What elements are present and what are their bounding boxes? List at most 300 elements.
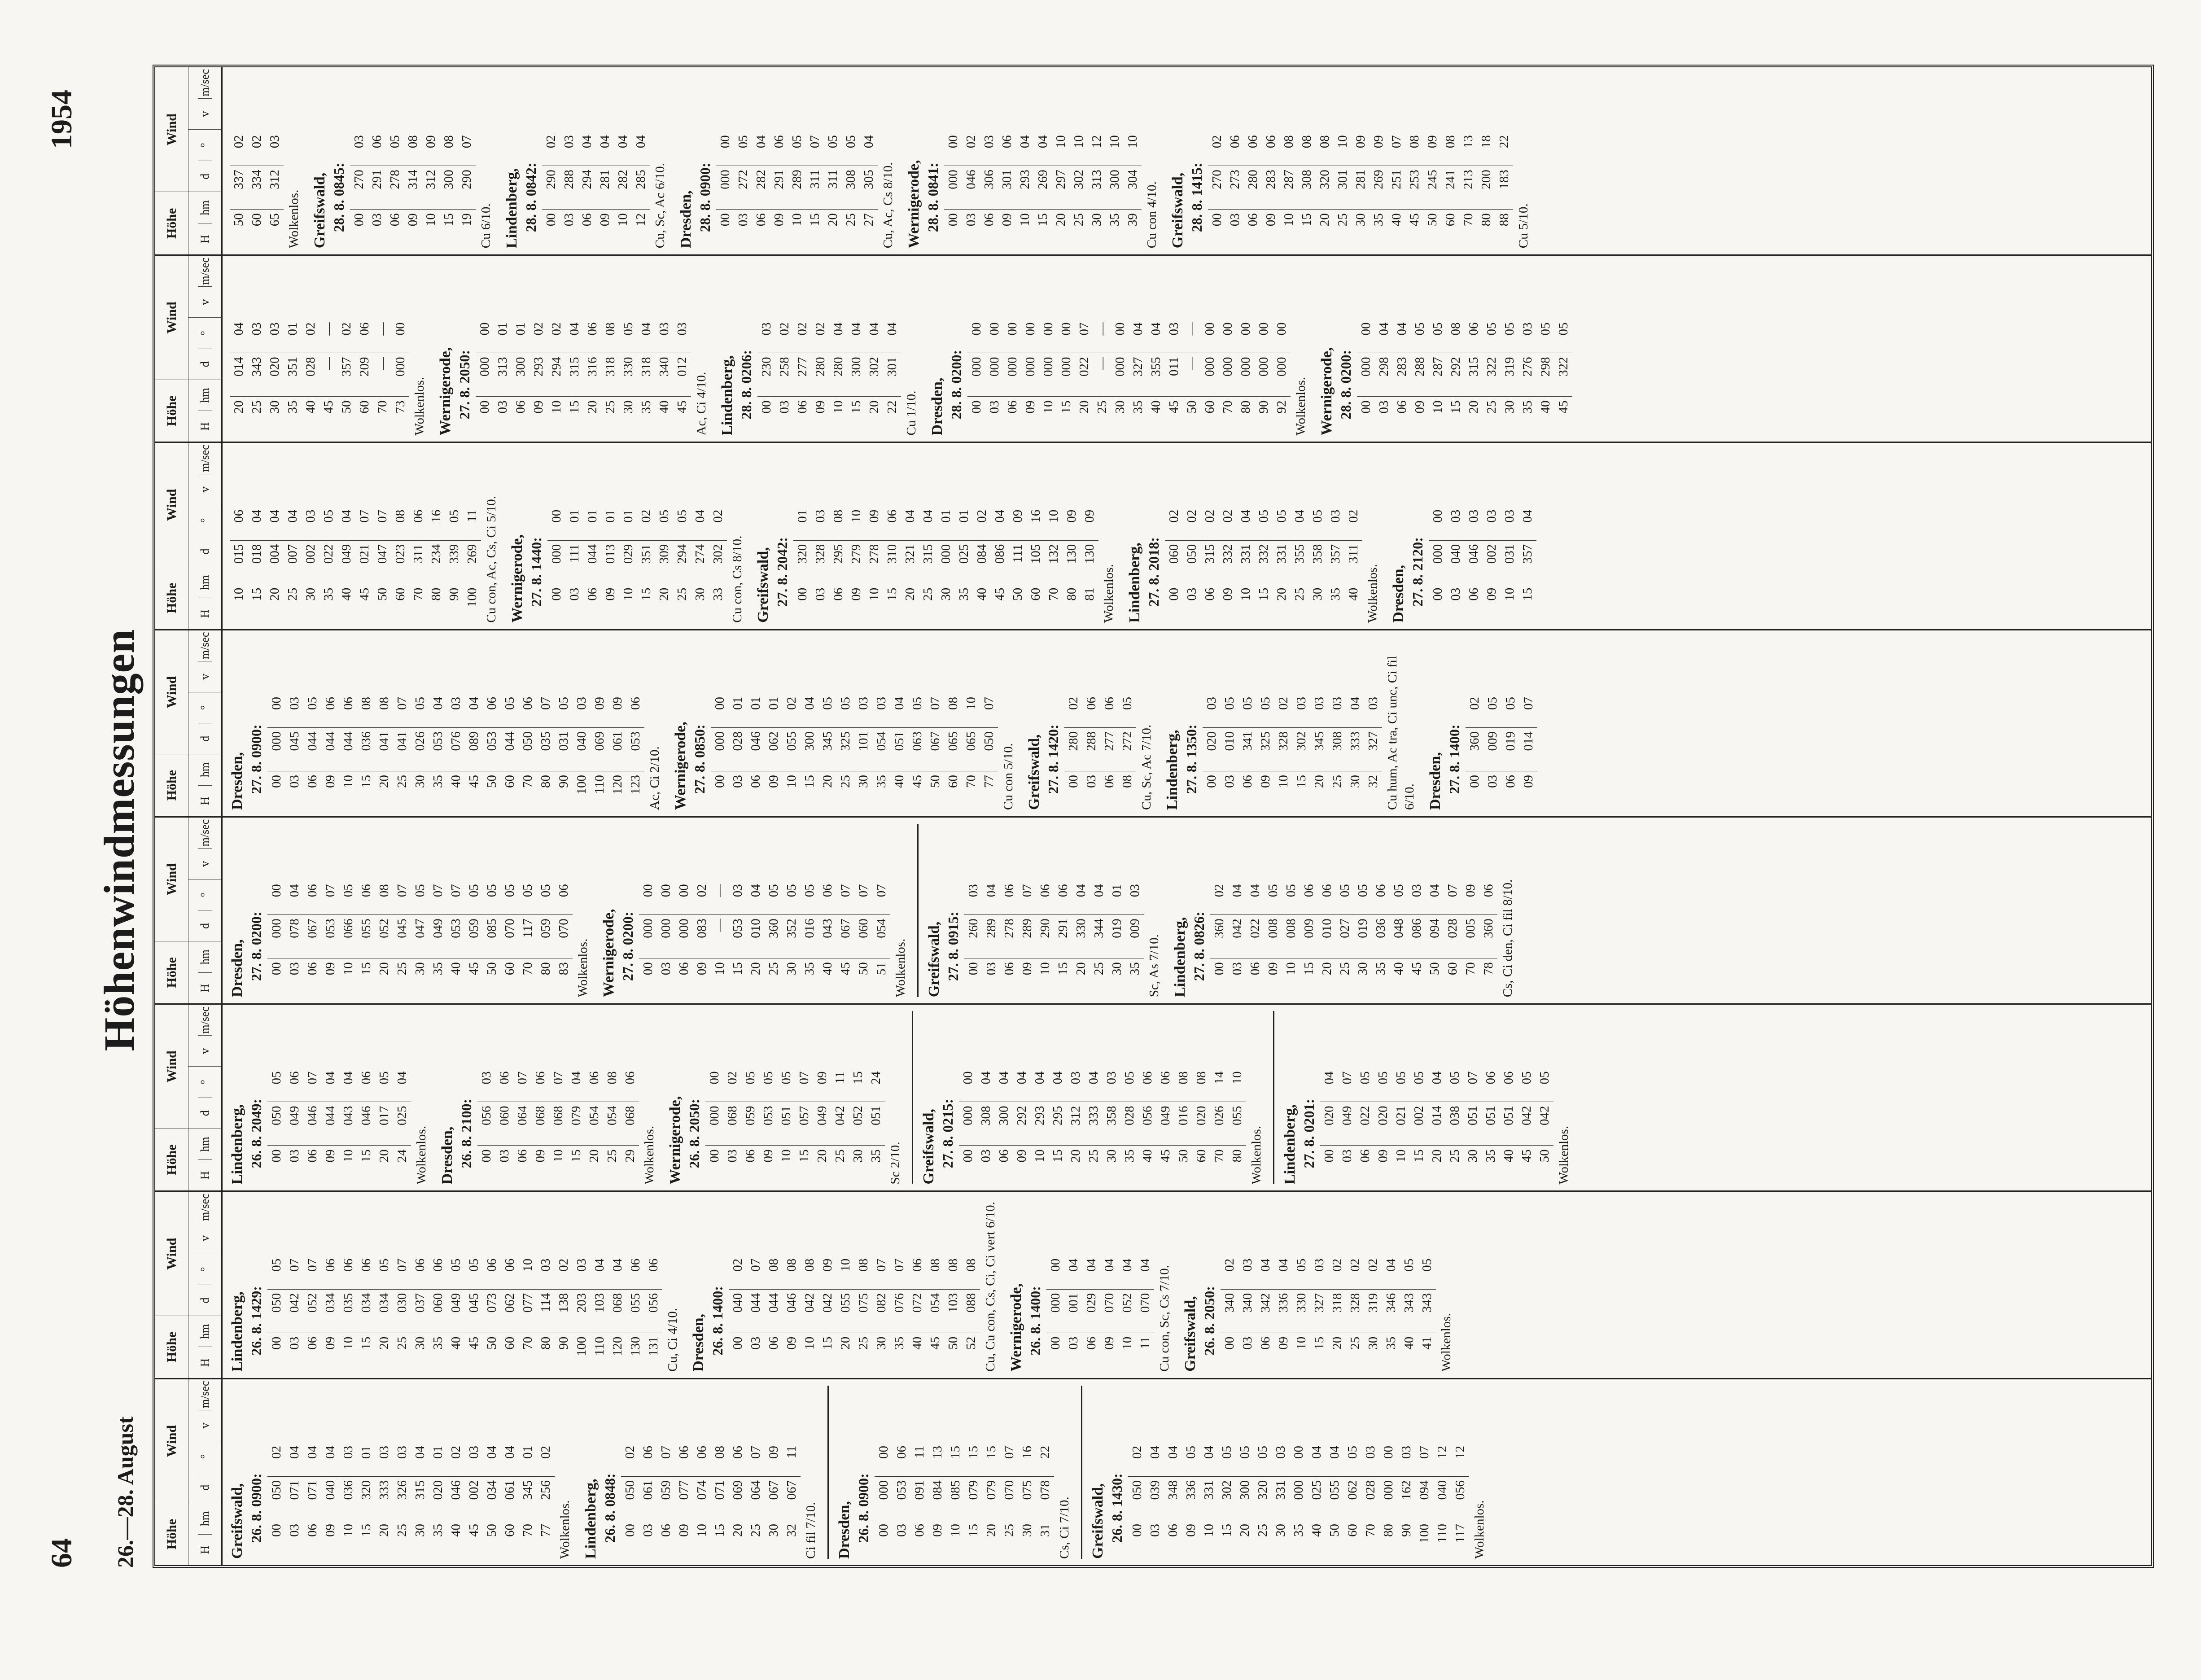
height-cell: 20 — [1318, 958, 1336, 998]
direction-cell: 315 — [1465, 353, 1483, 397]
table-row — [465, 1442, 483, 1559]
speed-cell: 05 — [503, 697, 517, 710]
height-header — [155, 380, 221, 442]
height-cell: 40 — [1500, 1146, 1518, 1185]
cloud-note: Cu, Ac, Cs 8/10. — [881, 162, 895, 249]
height-cell: 30 — [1354, 958, 1372, 998]
direction-cell: 305 — [860, 166, 878, 210]
station-name: Lindenberg, — [582, 1479, 599, 1559]
speed-cell: 04 — [305, 1446, 319, 1459]
direction-cell: 044 — [321, 728, 339, 771]
speed-cell: 07 — [797, 1071, 811, 1085]
direction-cell: 295 — [1049, 1102, 1067, 1146]
direction-cell: 130 — [1063, 540, 1081, 584]
height-cell: 09 — [770, 210, 788, 249]
speed-cell: 06 — [623, 1071, 637, 1085]
speed-cell: 03 — [287, 697, 302, 710]
table-row — [596, 131, 614, 248]
table-row — [946, 1442, 964, 1559]
direction-cell: 272 — [1118, 728, 1136, 771]
table-row — [847, 506, 865, 623]
direction-cell: 111 — [565, 540, 583, 584]
speed-cell: 04 — [1327, 1446, 1342, 1459]
height-cell: 09 — [1374, 1146, 1392, 1185]
direction-cell: 320 — [1254, 1477, 1272, 1520]
cloud-note: Cu 6/10. — [479, 203, 493, 249]
direction-cell: 321 — [901, 540, 919, 584]
direction-cell: 040 — [729, 1289, 747, 1333]
speed-cell: 01 — [495, 322, 510, 336]
direction-cell: 034 — [483, 1477, 501, 1520]
direction-cell: 302 — [1292, 728, 1310, 771]
height-cell: 50 — [1423, 210, 1441, 249]
direction-cell: 055 — [836, 1289, 854, 1333]
height-cell: 45 — [991, 584, 1009, 623]
station-name: Dresden, — [1427, 752, 1444, 810]
height-cell: 10 — [614, 210, 632, 249]
speed-cell: 07 — [856, 884, 871, 897]
direction-cell: 065 — [962, 728, 980, 771]
table-row — [537, 880, 555, 997]
table-row — [1111, 319, 1129, 436]
speed-cell: 08 — [928, 1258, 942, 1272]
table-row — [711, 880, 729, 997]
speed-cell: 03 — [267, 322, 282, 336]
direction-cell: 274 — [691, 540, 709, 584]
table-row — [747, 880, 765, 997]
speed-cell: 02 — [249, 135, 264, 149]
table-row — [1072, 880, 1090, 997]
height-cell: 03 — [495, 1146, 513, 1185]
speed-cell: 09 — [1425, 135, 1440, 149]
table-row — [267, 1255, 285, 1372]
speed-cell: 00 — [1431, 509, 1445, 523]
height-cell: 09 — [596, 210, 614, 249]
table-row — [1103, 1068, 1120, 1185]
table-row — [1483, 506, 1501, 623]
direction-cell: 043 — [339, 1102, 357, 1146]
table-row — [1064, 693, 1082, 810]
table-row — [1310, 1255, 1328, 1372]
table-row — [373, 319, 391, 436]
height-cell: 73 — [391, 397, 409, 436]
speed-cell: 02 — [1346, 509, 1361, 523]
hm-label: hm — [198, 200, 211, 215]
direction-cell: 022 — [1246, 915, 1264, 958]
height-cell: 20 — [1465, 397, 1483, 436]
height-cell: 35 — [637, 397, 655, 436]
speed-cell: 10 — [1335, 135, 1350, 149]
sounding-block — [1181, 1199, 1455, 1372]
direction-cell: 056 — [1138, 1102, 1156, 1146]
speed-cell: 03 — [249, 322, 264, 336]
table-row — [973, 506, 991, 623]
height-cell: 35 — [1326, 584, 1344, 623]
speed-cell: 02 — [1221, 509, 1235, 523]
station-name: Wernigerode, — [906, 160, 922, 249]
height-cell: 12 — [632, 210, 650, 249]
table-row — [1039, 319, 1057, 436]
wind-header-label: Wind — [155, 630, 188, 754]
speed-cell: 08 — [831, 509, 845, 523]
height-cell: 00 — [1046, 1333, 1064, 1372]
speed-cell: 08 — [1300, 135, 1314, 149]
table-row — [1464, 1068, 1482, 1185]
speed-cell: 06 — [287, 1071, 302, 1085]
direction-cell: 079 — [567, 1102, 585, 1146]
speed-cell: 04 — [921, 509, 935, 523]
table-row — [1118, 693, 1136, 810]
table-column — [155, 1378, 2151, 1565]
direction-cell: 076 — [890, 1289, 908, 1333]
table-row — [1218, 1442, 1236, 1559]
table-row — [1120, 1068, 1138, 1185]
speed-cell: 01 — [359, 1446, 373, 1459]
table-row — [375, 1068, 393, 1185]
table-row — [1346, 1255, 1364, 1372]
height-cell: 45 — [319, 397, 337, 436]
table-row — [836, 693, 854, 810]
direction-cell: 312 — [1067, 1102, 1085, 1146]
height-cell: 30 — [1018, 1520, 1036, 1559]
direction-cell: 360 — [765, 915, 783, 958]
speed-cell: 06 — [910, 1258, 924, 1272]
height-cell: 80 — [1237, 397, 1255, 436]
direction-cell: 279 — [847, 540, 865, 584]
column-header — [155, 1005, 223, 1190]
sounding-block — [754, 450, 1117, 623]
column-header — [155, 443, 223, 629]
cloud-note: Cu, Ci 4/10. — [665, 1308, 680, 1372]
cloud-note: Wolkenlos. — [1102, 564, 1116, 623]
height-cell: 10 — [693, 1520, 711, 1559]
speed-cell: 04 — [1036, 135, 1050, 149]
wind-header-label: Wind — [155, 1379, 188, 1503]
direction-cell: 298 — [1375, 353, 1393, 397]
table-row — [483, 880, 501, 997]
height-cell: 39 — [1124, 210, 1142, 249]
table-row — [1027, 506, 1045, 623]
direction-cell: 000 — [476, 353, 494, 397]
height-cell: 10 — [1280, 210, 1298, 249]
direction-cell: 063 — [908, 728, 926, 771]
height-header — [155, 1316, 221, 1378]
cloud-note: Wolkenlos. — [1557, 1125, 1571, 1185]
height-cell: 32 — [1364, 771, 1382, 810]
table-row — [1036, 1442, 1054, 1559]
height-h-label — [188, 1129, 221, 1191]
direction-cell: 330 — [1292, 1289, 1310, 1333]
table-row — [585, 1068, 603, 1185]
height-cell: 10 — [788, 210, 806, 249]
speed-cell: 04 — [598, 135, 612, 149]
height-cell: 45 — [836, 958, 854, 998]
table-row — [285, 1068, 303, 1185]
table-row — [1075, 319, 1093, 436]
direction-cell: 292 — [1013, 1102, 1031, 1146]
speed-cell: 03 — [856, 697, 871, 710]
speed-cell: 04 — [339, 509, 354, 523]
height-cell: 45 — [1156, 1146, 1174, 1185]
table-row — [875, 1442, 893, 1559]
table-row — [266, 131, 284, 248]
direction-cell: 326 — [393, 1477, 411, 1520]
speed-cell: 00 — [961, 1071, 975, 1085]
speed-cell: 07 — [1521, 697, 1536, 710]
direction-cell: 300 — [847, 353, 865, 397]
height-cell: 00 — [1466, 771, 1483, 810]
direction-cell: 019 — [1354, 915, 1372, 958]
height-cell: 35 — [429, 1520, 447, 1559]
height-cell: 00 — [477, 1146, 495, 1185]
table-row — [1045, 506, 1063, 623]
height-cell: 20 — [729, 1520, 747, 1559]
direction-cell: 056 — [477, 1102, 495, 1146]
height-cell: 20 — [375, 1520, 393, 1559]
height-cell: 40 — [447, 771, 465, 810]
height-cell: 45 — [465, 1520, 483, 1559]
table-row — [519, 693, 537, 810]
table-row — [355, 506, 373, 623]
height-h-label — [188, 942, 221, 1004]
page-number: 64 — [45, 1538, 78, 1568]
height-cell: 35 — [1482, 1146, 1500, 1185]
height-cell: 15 — [1255, 584, 1273, 623]
height-cell: 80 — [537, 958, 555, 998]
table-row — [248, 319, 266, 436]
direction-cell: 103 — [591, 1289, 608, 1333]
table-column — [155, 1191, 2151, 1378]
height-cell: 00 — [267, 1146, 285, 1185]
speed-cell: 24 — [869, 1071, 883, 1085]
direction-cell: 064 — [513, 1102, 531, 1146]
direction-cell: 067 — [926, 728, 944, 771]
direction-cell: 060 — [495, 1102, 513, 1146]
speed-cell: 05 — [1238, 1446, 1252, 1459]
table-row — [836, 880, 854, 997]
speed-cell: 06 — [305, 884, 319, 897]
table-row — [1308, 506, 1326, 623]
table-row — [573, 693, 591, 810]
speed-cell: 07 — [1077, 322, 1091, 336]
direction-cell: 034 — [357, 1289, 375, 1333]
table-row — [1397, 1442, 1415, 1559]
speed-cell: 00 — [718, 135, 732, 149]
table-row — [1466, 693, 1483, 810]
table-row — [1219, 506, 1237, 623]
table-row — [483, 693, 501, 810]
table-row — [321, 1442, 339, 1559]
direction-cell: 044 — [765, 1289, 783, 1333]
direction-cell: 339 — [445, 540, 463, 584]
table-row — [967, 319, 985, 436]
direction-cell: 278 — [865, 540, 883, 584]
direction-cell: 101 — [854, 728, 872, 771]
observation-time: 28. 8. 0900: — [697, 162, 713, 232]
speed-cell: 07 — [305, 1258, 319, 1272]
speed-cell: 16 — [1028, 509, 1043, 523]
height-cell: 20 — [1072, 958, 1090, 998]
speed-cell: 15 — [984, 1446, 998, 1459]
height-cell: 90 — [1255, 397, 1273, 436]
table-row — [230, 506, 248, 623]
table-row — [1164, 1442, 1182, 1559]
direction-cell: 069 — [591, 728, 608, 771]
table-row — [463, 506, 481, 623]
speed-cell: 02 — [1212, 884, 1226, 897]
observation-time: 28. 8. 0842: — [523, 162, 539, 232]
height-cell: 35 — [1370, 210, 1387, 249]
height-cell: 35 — [867, 1146, 885, 1185]
direction-cell: 302 — [1218, 1477, 1236, 1520]
height-cell: 03 — [1228, 958, 1246, 998]
height-cell: 09 — [1274, 1333, 1292, 1372]
direction-cell: 209 — [355, 353, 373, 397]
table-row — [673, 506, 691, 623]
sounding-block — [230, 262, 428, 435]
station-name: Greifswald, — [1169, 172, 1186, 249]
direction-cell: 049 — [337, 540, 355, 584]
direction-cell: 002 — [302, 540, 319, 584]
table-row — [429, 1255, 447, 1372]
table-row — [675, 880, 693, 997]
height-cell: 15 — [567, 1146, 585, 1185]
height-cell: 50 — [1183, 397, 1201, 436]
table-row — [1379, 1442, 1397, 1559]
direction-cell: 014 — [1519, 728, 1537, 771]
table-column — [155, 442, 2151, 629]
speed-cell: 08 — [766, 1258, 781, 1272]
hm-label: hm — [198, 949, 211, 965]
table-row — [501, 1442, 519, 1559]
table-row — [458, 131, 476, 248]
observation-time: 26. 8. 0900: — [855, 1473, 871, 1543]
table-row — [1146, 1442, 1164, 1559]
speed-cell: 03 — [1363, 1446, 1378, 1459]
speed-cell: 02 — [1167, 509, 1181, 523]
table-row — [1082, 1255, 1100, 1372]
cloud-note: Sc 2/10. — [888, 1142, 902, 1185]
station-name: Greifswald, — [926, 921, 942, 998]
direction-cell: 000 — [657, 915, 675, 958]
sounding-block — [1171, 824, 1516, 997]
direction-cell: 298 — [1536, 353, 1554, 397]
table-row — [1093, 319, 1111, 436]
table-row — [637, 506, 655, 623]
direction-cell: 300 — [512, 353, 529, 397]
direction-cell: 256 — [537, 1477, 555, 1520]
direction-cell: 044 — [339, 728, 357, 771]
height-cell: 30 — [1346, 771, 1364, 810]
height-cell: 00 — [964, 958, 982, 998]
sounding-block — [1025, 637, 1155, 810]
speed-cell: 00 — [1059, 322, 1073, 336]
direction-cell: 052 — [375, 915, 393, 958]
height-cell: 10 — [1036, 958, 1054, 998]
direction-cell: 000 — [711, 728, 729, 771]
direction-cell: 297 — [1052, 166, 1070, 210]
direction-cell: 278 — [386, 166, 404, 210]
speed-cell: 04 — [1292, 509, 1307, 523]
speed-cell: 04 — [1086, 1071, 1101, 1085]
observation-time: 27. 8. 0201: — [1301, 1098, 1317, 1168]
height-cell: 15 — [357, 1333, 375, 1372]
station-name: Lindenberg, — [1172, 917, 1188, 998]
speed-cell: 07 — [748, 1446, 763, 1459]
table-row — [1018, 1442, 1036, 1559]
height-cell: 40 — [1536, 397, 1554, 436]
table-row — [375, 1255, 393, 1372]
speed-cell: 06 — [359, 884, 373, 897]
direction-cell: 333 — [375, 1477, 393, 1520]
table-row — [608, 1255, 626, 1372]
height-cell: 10 — [1501, 584, 1518, 623]
height-cell: 70 — [1045, 584, 1063, 623]
direction-cell: 336 — [1182, 1477, 1200, 1520]
table-row — [765, 880, 783, 997]
table-row — [1182, 1442, 1200, 1559]
height-cell: 30 — [1464, 1146, 1482, 1185]
observation-time: 26. 8. 2100: — [458, 1098, 474, 1168]
direction-cell: 050 — [621, 1477, 639, 1520]
table-row — [1446, 1068, 1464, 1185]
h-label: H — [198, 972, 212, 1003]
table-row — [982, 1442, 1000, 1559]
v-label: v — [198, 98, 212, 130]
table-row — [801, 880, 818, 997]
height-cell: 20 — [585, 1146, 603, 1185]
speed-cell: 06 — [1228, 135, 1242, 149]
speed-cell: 01 — [748, 697, 763, 710]
table-row — [1370, 131, 1387, 248]
speed-cell: 05 — [1431, 322, 1445, 336]
height-cell: 09 — [1483, 584, 1501, 623]
direction-cell: 358 — [1308, 540, 1326, 584]
speed-cell: 02 — [1366, 1258, 1380, 1272]
table-row — [1236, 1442, 1254, 1559]
height-cell: 06 — [675, 958, 693, 998]
height-cell: 30 — [411, 1333, 429, 1372]
height-cell: 22 — [883, 397, 901, 436]
table-row — [519, 1442, 537, 1559]
height-cell: 45 — [355, 584, 373, 623]
h-label: H — [198, 411, 212, 442]
speed-cell: 07 — [1466, 1071, 1480, 1085]
direction-cell: 300 — [995, 1102, 1013, 1146]
table-row — [321, 1068, 339, 1185]
speed-cell: 03 — [377, 1446, 391, 1459]
direction-cell: 000 — [1201, 353, 1219, 397]
speed-cell: 06 — [370, 135, 384, 149]
height-cell: 15 — [801, 771, 818, 810]
table-row — [729, 1442, 747, 1559]
speed-cell: 05 — [269, 1258, 284, 1272]
table-row — [849, 1068, 867, 1185]
height-cell: 25 — [284, 584, 302, 623]
speed-cell: 09 — [610, 697, 625, 710]
d-label: d — [198, 910, 212, 941]
table-row — [555, 693, 573, 810]
height-header-label: Höhe — [155, 1503, 188, 1565]
height-cell: 00 — [350, 210, 368, 249]
height-cell: 03 — [285, 1333, 303, 1372]
speed-cell: 02 — [623, 1446, 637, 1459]
speed-cell: 01 — [957, 509, 971, 523]
table-row — [549, 1068, 567, 1185]
table-row — [531, 1068, 549, 1185]
speed-cell: 06 — [359, 1071, 373, 1085]
direction-cell: — — [1093, 353, 1111, 397]
